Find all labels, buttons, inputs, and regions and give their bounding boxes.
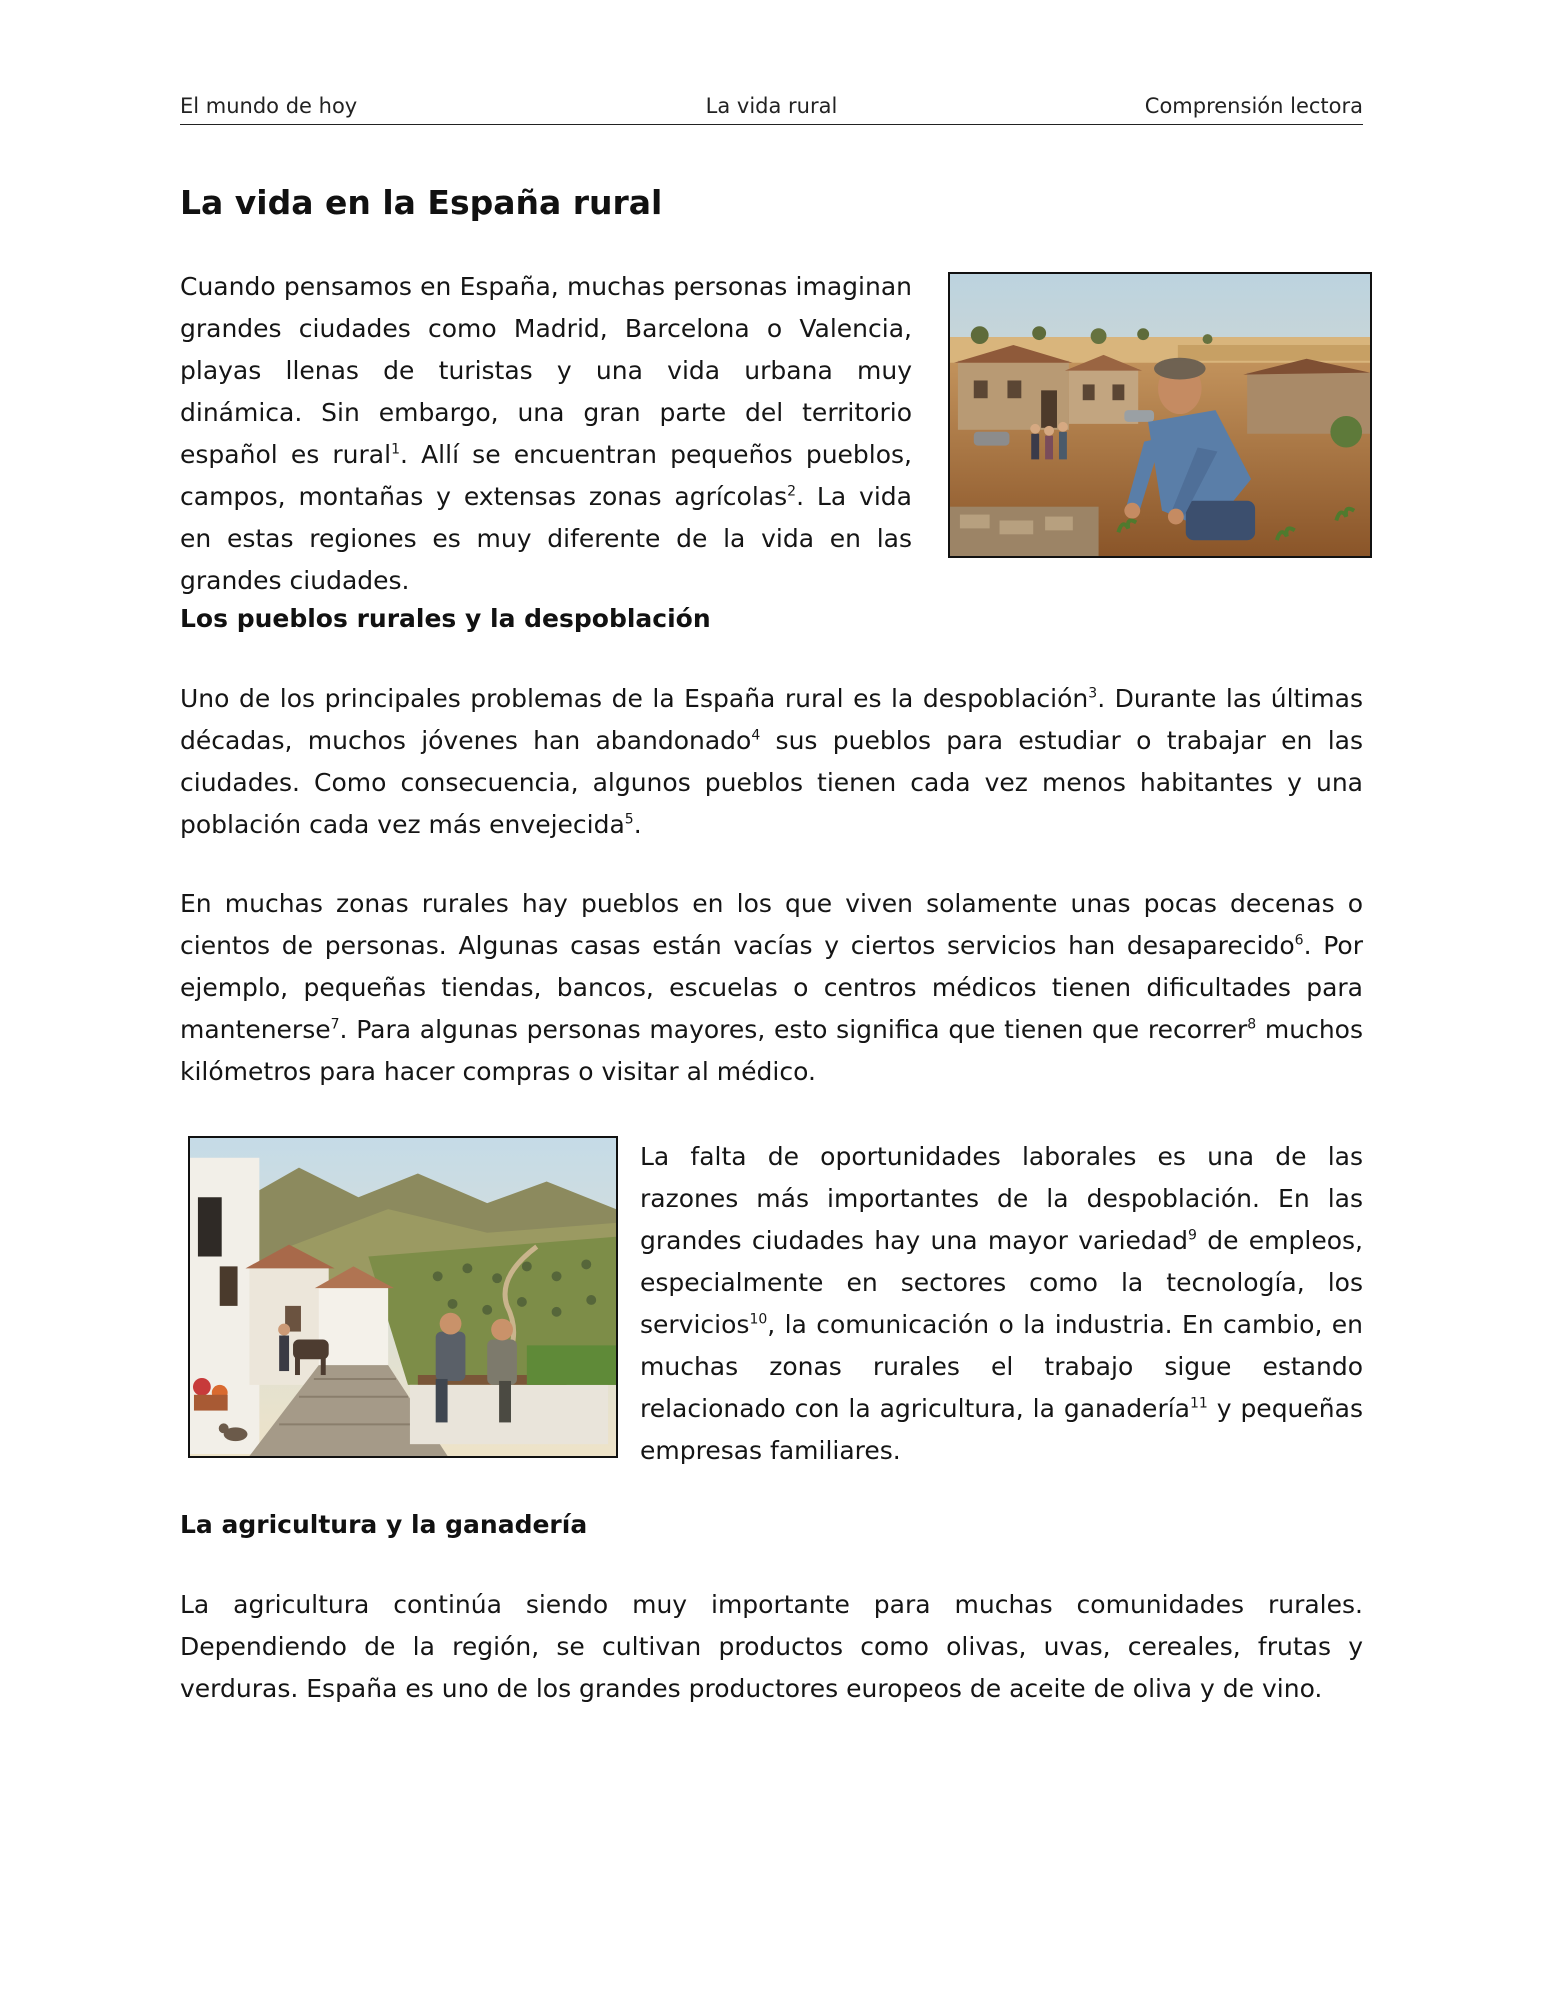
page-title: La vida en la España rural: [180, 183, 663, 222]
intro-paragraph: Cuando pensamos en España, muchas personas imaginan grandes ciudades como Madrid, Barcelona o Valencia, playas llenas de turistas y una vida urbana muy dinámica. Sin embargo, una gran parte del territorio español es rural$^1$. Allí se encuentran pequeños pueblos, campos, montañas y extensas zonas agrícolas$^2$. La vida en estas regiones es muy diferente de la vida en las grandes ciudades.: [180, 272, 912, 595]
village-street-illustration: [190, 1138, 616, 1456]
footnote-ref: 11: [1189, 1395, 1208, 1412]
footnote-ref: 9: [1187, 1227, 1197, 1244]
farmer-village-photo: [948, 272, 1372, 558]
farmer-village-illustration: [950, 274, 1370, 556]
section-heading-despoblacion: Los pueblos rurales y la despoblación: [180, 604, 711, 633]
footnote-ref: 10: [749, 1311, 768, 1328]
village-street-photo: [188, 1136, 618, 1458]
despoblacion-paragraph-2: En muchas zonas rurales hay pueblos en los que viven solamente unas pocas decenas o cientos de personas. Algunas casas están vacías y ciertos servicios han desaparecido$^6$. Por ejemplo, pequeñas tiendas, bancos, escuelas o centros médicos tienen dificultades para mantenerse$^7$. Para algunas personas mayores, esto significa que tienen que recorrer$^8$ muchos kilómetros para hacer compras o visitar al médico.: [180, 889, 1363, 1086]
footnote-ref: 3: [1088, 685, 1098, 702]
header-center: La vida rural: [705, 94, 838, 118]
section-heading-agricultura: La agricultura y la ganadería: [180, 1510, 588, 1539]
running-header: [180, 90, 1363, 125]
header-right: Comprensión lectora: [1144, 94, 1363, 118]
footnote-ref: 1: [391, 441, 400, 458]
footnote-ref: 7: [330, 1016, 340, 1033]
footnote-ref: 2: [787, 483, 797, 500]
footnote-ref: 8: [1247, 1016, 1257, 1033]
footnote-ref: 4: [751, 727, 761, 744]
footnote-ref: 5: [624, 811, 634, 828]
footnote-ref: 6: [1294, 932, 1304, 949]
despoblacion-paragraph-3: La falta de oportunidades laborales es una de las razones más importantes de la despoblación. En las grandes ciudades hay una mayor variedad$^9$ de empleos, especialmente en sectores como la tecnología, los servicios$^{10}$, la comunicación o la industria. En cambio, en muchas zonas rurales el trabajo sigue estando relacionado con la agricultura, la ganadería$^{11}$ y pequeñas empresas familiares.: [640, 1142, 1363, 1465]
despoblacion-paragraph-1: Uno de los principales problemas de la España rural es la despoblación$^3$. Durante las últimas décadas, muchos jóvenes han abandonado$^4$ sus pueblos para estudiar o trabajar en las ciudades. Como consecuencia, algunos pueblos tienen cada vez menos habitantes y una población cada vez más envejecida$^5$.: [180, 684, 1363, 839]
agricultura-paragraph-1: La agricultura continúa siendo muy importante para muchas comunidades rurales. Dependiendo de la región, se cultivan productos como olivas, uvas, cereales, frutas y verduras. España es uno de los grandes productores europeos de aceite de oliva y de vino.: [180, 1590, 1363, 1703]
header-left: El mundo de hoy: [180, 94, 358, 118]
